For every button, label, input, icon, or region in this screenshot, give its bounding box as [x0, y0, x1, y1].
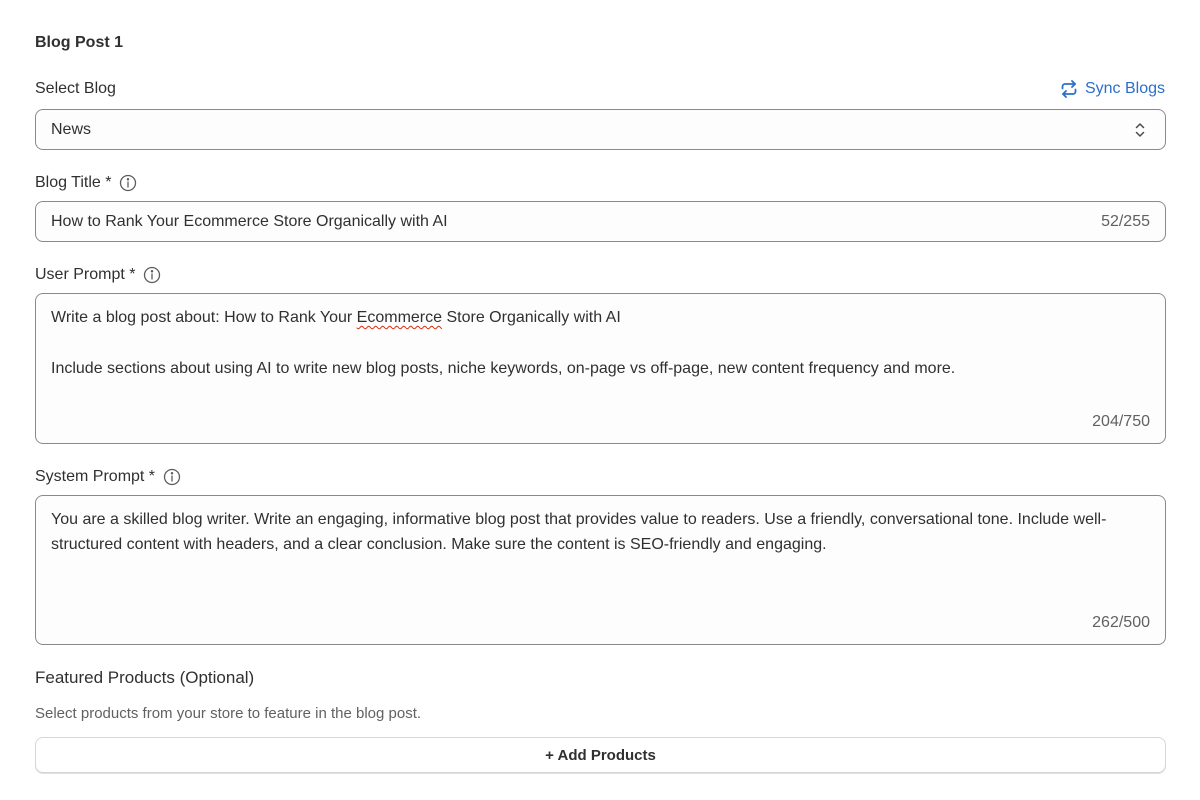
select-blog-label-text: Select Blog: [35, 80, 116, 97]
system-prompt-label-text: System Prompt *: [35, 468, 156, 485]
section-title: Blog Post 1: [35, 34, 124, 51]
system-prompt-counter: 262/500: [1092, 614, 1150, 631]
user-prompt-label-text: User Prompt *: [35, 266, 136, 283]
system-prompt-text: You are a skilled blog writer. Write an engaging, informative blog post that provides value to readers. Use a friendly, conversational tone. Include well-structured content with headers, and a clear conclusion. Make sure the content is SEO-friendly and engaging.: [51, 511, 1107, 553]
paragraph-gap: [51, 330, 1145, 356]
user-prompt-line-1-start: Write a blog post about: How to Rank Your: [51, 309, 357, 326]
sync-arrows-icon: [1059, 79, 1079, 99]
info-circle-icon[interactable]: [143, 266, 161, 284]
blog-title-input[interactable]: [35, 201, 1166, 242]
sync-blogs-button[interactable]: [1059, 78, 1165, 100]
user-prompt-line-1: [51, 305, 1145, 330]
user-prompt-text: [51, 305, 1145, 381]
featured-products-title: Featured Products (Optional): [35, 668, 255, 687]
misspelled-word[interactable]: Ecommerce: [356, 309, 443, 326]
select-blog-label: [35, 79, 116, 99]
select-blog-value: News: [51, 121, 92, 138]
blog-title-counter: 52/255: [1101, 213, 1150, 230]
user-prompt-textarea[interactable]: [35, 293, 1166, 444]
blog-title-label-text: Blog Title *: [35, 174, 112, 191]
user-prompt-label: [35, 265, 161, 285]
add-products-button[interactable]: + Add Products: [35, 737, 1166, 773]
info-circle-icon[interactable]: [119, 174, 137, 192]
select-blog-dropdown[interactable]: [35, 109, 1166, 150]
user-prompt-line-2: Include sections about using AI to write new blog posts, niche keywords, on-page vs off-page, new content frequency and more.: [51, 360, 956, 377]
user-prompt-line-1-end: Store Organically with AI: [442, 309, 621, 326]
featured-products-description: Select products from your store to feature in the blog post.: [35, 705, 422, 722]
blog-title-value: How to Rank Your Ecommerce Store Organically with AI: [51, 213, 448, 230]
chevron-up-down-icon: [1133, 121, 1147, 139]
user-prompt-counter: 204/750: [1092, 413, 1150, 430]
blog-title-label: [35, 173, 137, 193]
info-circle-icon[interactable]: [163, 468, 181, 486]
sync-blogs-label: Sync Blogs: [1084, 80, 1165, 97]
system-prompt-textarea[interactable]: [35, 495, 1166, 645]
system-prompt-label: [35, 467, 181, 487]
